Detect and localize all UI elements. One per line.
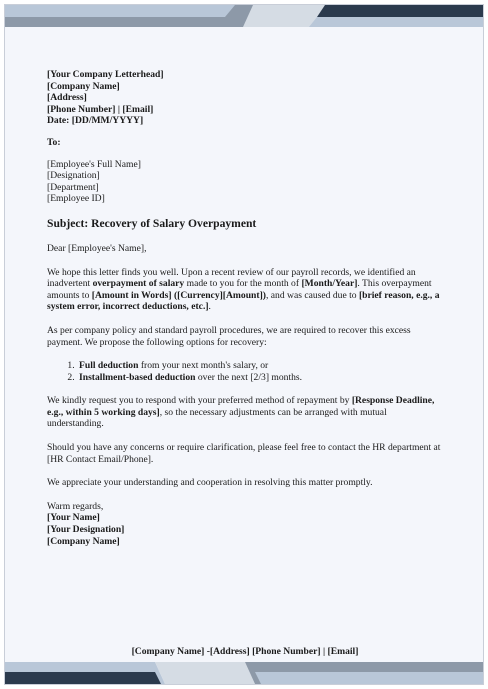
list-item: 2. Installment-based deduction over the next [2/3] months. (77, 372, 443, 384)
paragraph-response: We kindly request you to respond with your preferred method of repayment by [Response Deadline, e.g., within 5 working days], so the necessary adjustments can be arranged with mutual understanding. (47, 395, 435, 430)
signer-company: [Company Name] (47, 535, 120, 547)
top-decorative-band (5, 5, 484, 27)
closing-block (47, 501, 443, 547)
paragraph-overpayment: We hope this letter finds you well. Upon a recent review of our payroll records, we identified an inadvertent overpayment of salary made to you for the month of [Month/Year]. This overpayment amounts to [Amount in Words] ([Currency][Amount]), and was caused due to [brief reason, e.g., a system error, incorrect deductions, etc.]. (47, 266, 440, 313)
salutation: Dear [Employee's Name], (47, 242, 147, 254)
signer-designation: [Your Designation] (47, 524, 125, 536)
letter-body (47, 69, 443, 547)
employee-designation: [Designation] (47, 170, 100, 182)
subject-line: Subject: Recovery of Salary Overpayment (47, 216, 257, 230)
regards: Warm regards, (47, 500, 104, 512)
sender-block (47, 69, 443, 127)
paragraph-appreciation: We appreciate your understanding and cooperation in resolving this matter promptly. (47, 477, 373, 489)
letterhead: [Your Company Letterhead] (47, 69, 164, 80)
company-name: [Company Name] (47, 80, 120, 92)
phone-email: [Phone Number] | [Email] (47, 103, 154, 115)
paragraph-contact: Should you have any concerns or require clarification, please feel free to contact the HR department at [HR Contact Email/Phone]. (47, 442, 441, 465)
letter-page (4, 4, 484, 685)
employee-department: [Department] (47, 181, 99, 193)
bottom-decorative-band (5, 662, 484, 684)
list-item: 1. Full deduction from your next month's salary, or (77, 360, 443, 372)
employee-id: [Employee ID] (47, 193, 105, 205)
date: Date: [DD/MM/YYYY] (47, 115, 144, 127)
employee-full-name: [Employee's Full Name] (47, 158, 141, 170)
paragraph-policy: As per company policy and standard payroll procedures, we are required to recover this excess payment. We propose the following options for recovery: (47, 324, 411, 348)
recovery-options-list (47, 360, 443, 383)
to-label: To: (47, 136, 61, 148)
footer-contact: [Company Name] -[Address] [Phone Number] | [Email] (131, 646, 359, 657)
signer-name: [Your Name] (47, 512, 100, 524)
recipient-block (47, 159, 443, 205)
address: [Address] (47, 92, 87, 104)
